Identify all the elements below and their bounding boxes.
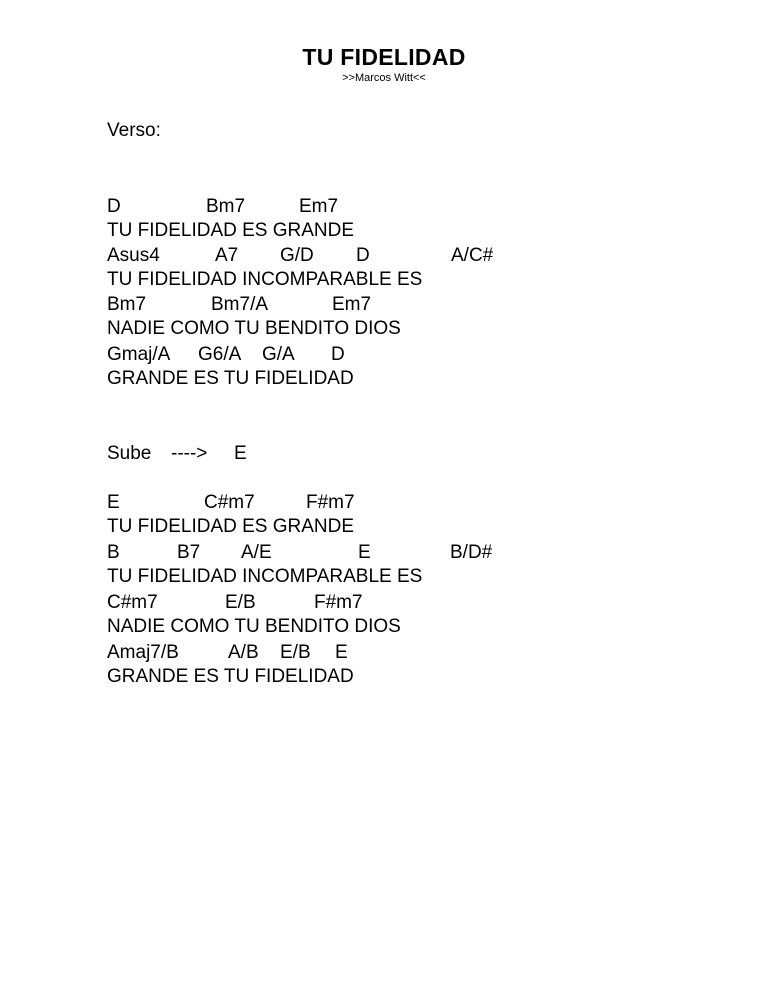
lyric-line: NADIE COMO TU BENDITO DIOS <box>107 318 401 339</box>
chord: E <box>335 642 348 663</box>
chord: C#m7 <box>204 492 255 513</box>
modulation-key: E <box>234 443 247 464</box>
modulation-label: Sube <box>107 443 152 464</box>
chord: A/C# <box>451 245 494 266</box>
chord: E <box>358 542 371 563</box>
lyric-line: TU FIDELIDAD ES GRANDE <box>107 516 355 537</box>
chord: C#m7 <box>107 592 158 613</box>
chord: G/D <box>280 245 314 266</box>
lyric-line: TU FIDELIDAD ES GRANDE <box>107 220 355 241</box>
chord: Em7 <box>332 294 372 315</box>
chord: A7 <box>215 245 239 266</box>
chord: B/D# <box>450 542 493 563</box>
song-author: >>Marcos Witt<< <box>342 72 426 84</box>
lyric-line: TU FIDELIDAD INCOMPARABLE ES <box>107 269 423 290</box>
chord: Bm7 <box>206 196 246 217</box>
chord: G/A <box>262 344 295 365</box>
chord: D <box>356 245 370 266</box>
chord: Gmaj/A <box>107 344 171 365</box>
chord: F#m7 <box>306 492 355 513</box>
lyric-line: TU FIDELIDAD INCOMPARABLE ES <box>107 566 423 587</box>
chord: D <box>107 196 121 217</box>
chord: Bm7/A <box>211 294 269 315</box>
chord: Amaj7/B <box>107 642 179 663</box>
chord: A/E <box>241 542 272 563</box>
chord: Em7 <box>299 196 339 217</box>
lyric-line: GRANDE ES TU FIDELIDAD <box>107 368 354 389</box>
verse-label: Verso: <box>107 120 161 141</box>
chord: Asus4 <box>107 245 160 266</box>
chord: A/B <box>228 642 259 663</box>
chord: B <box>107 542 120 563</box>
chord: F#m7 <box>314 592 363 613</box>
chord: G6/A <box>198 344 242 365</box>
chord: E/B <box>280 642 311 663</box>
chord: D <box>331 344 345 365</box>
lyric-line: GRANDE ES TU FIDELIDAD <box>107 666 354 687</box>
chord: Bm7 <box>107 294 147 315</box>
lyric-line: NADIE COMO TU BENDITO DIOS <box>107 616 401 637</box>
chord: B7 <box>177 542 201 563</box>
song-title: TU FIDELIDAD <box>302 44 466 70</box>
chord: E/B <box>225 592 256 613</box>
chord: E <box>107 492 120 513</box>
modulation-arrow: ----> <box>171 443 208 464</box>
